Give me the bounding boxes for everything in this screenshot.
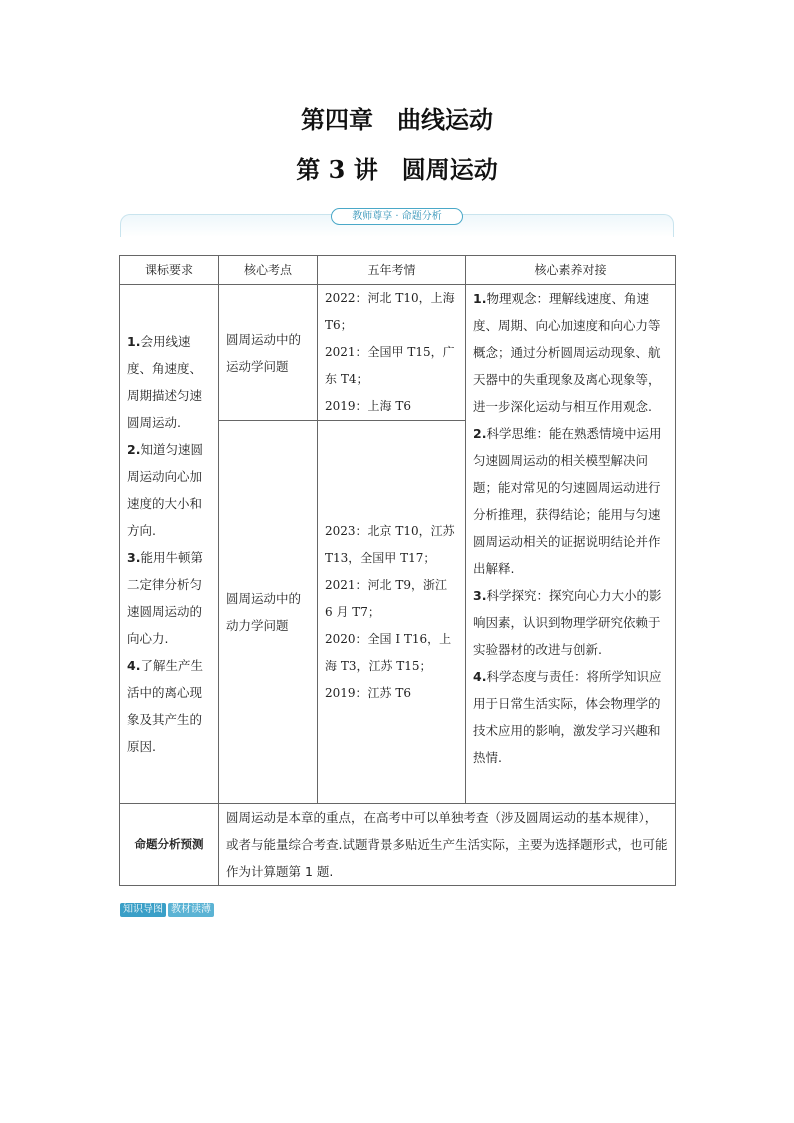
table-header-row bbox=[120, 256, 676, 285]
chapter-title: 第四章 曲线运动 bbox=[301, 105, 493, 134]
prediction-text: 圆周运动是本章的重点，在高考中可以单独考查（涉及圆周运动的基本规律），或者与能量综合考查.试题背景多贴近生产生活实际，主要为选择题形式，也可能作为计算题第 1 题. bbox=[219, 804, 676, 886]
lesson-title: 第 3 讲 圆周运动 bbox=[296, 155, 498, 184]
requirement-item: 1.会用线速度、角速度、周期描述匀速圆周运动. bbox=[127, 334, 203, 430]
topic-kinematics: 圆周运动中的运动学问题 bbox=[219, 285, 318, 421]
header-topics: 核心考点 bbox=[219, 256, 318, 285]
header-requirements: 课标要求 bbox=[120, 256, 219, 285]
header-literacy: 核心素养对接 bbox=[466, 256, 676, 285]
literacy-item: 2.科学思维：能在熟悉情境中运用匀速圆周运动的相关模型解决问题；能对常见的匀速圆周运动进行分析推理，获得结论；能用与匀速圆周运动相关的证据说明结论并作出解释. bbox=[473, 426, 662, 576]
requirement-item: 2.知道匀速圆周运动向心加速度的大小和方向. bbox=[127, 442, 203, 538]
literacy-cell bbox=[466, 285, 676, 804]
exams-dynamics: 2023：北京 T10，江苏 T13，全国甲 T17； 2021：河北 T9，浙江 6 月 T7； 2020：全国 Ⅰ T16，上海 T3，江苏 T15； 2019：江苏 T6 bbox=[318, 421, 466, 804]
tag-knowledge-map[interactable]: 知识导图 bbox=[120, 903, 166, 917]
requirement-item: 4.了解生产生活中的离心现象及其产生的原因. bbox=[127, 658, 203, 754]
literacy-item: 1.物理观念：理解线速度、角速度、周期、向心加速度和向心力等概念；通过分析圆周运动现象、航天器中的失重现象及离心现象等，进一步深化运动与相互作用观念. bbox=[473, 291, 661, 414]
teacher-banner: 教师尊享 · 命题分析 bbox=[331, 208, 463, 225]
topic-dynamics: 圆周运动中的动力学问题 bbox=[219, 421, 318, 804]
table-row bbox=[120, 285, 676, 421]
section-tags bbox=[120, 903, 216, 917]
header-exams: 五年考情 bbox=[318, 256, 466, 285]
requirement-item: 3.能用牛顿第二定律分析匀速圆周运动的向心力. bbox=[127, 550, 203, 646]
prediction-label: 命题分析预测 bbox=[120, 804, 219, 886]
table-row bbox=[120, 804, 676, 886]
literacy-item: 4.科学态度与责任：将所学知识应用于日常生活实际，体会物理学的技术应用的影响，激发学习兴趣和热情. bbox=[473, 669, 662, 765]
exams-kinematics: 2022：河北 T10，上海 T6； 2021：全国甲 T15，广东 T4； 2019：上海 T6 bbox=[318, 285, 466, 421]
literacy-item: 3.科学探究：探究向心力大小的影响因素，认识到物理学研究依赖于实验器材的改进与创新. bbox=[473, 588, 662, 657]
tag-textbook-reading[interactable]: 教材读薄 bbox=[168, 903, 214, 917]
analysis-table bbox=[119, 255, 676, 886]
requirements-cell bbox=[120, 285, 219, 804]
